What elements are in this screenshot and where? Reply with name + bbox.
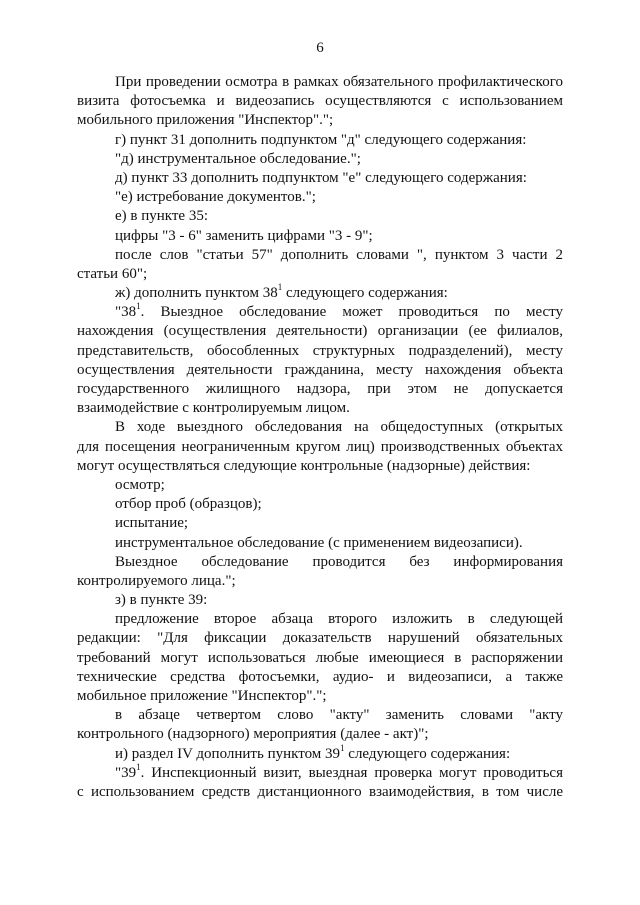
text-line: [77, 476, 563, 495]
superscript: 1: [340, 742, 345, 753]
line-text: требований могут использоваться любые имеющиеся в распоряжении: [77, 649, 563, 666]
text-line: [77, 418, 563, 437]
line-text: в абзаце четвертом слово "акту" заменить словами "акту: [115, 707, 563, 724]
line-text: д) пункт 33 дополнить подпунктом "е" следующего содержания:: [115, 169, 527, 186]
text-line: [77, 572, 563, 591]
text-line: [77, 361, 563, 380]
line-text: испытание;: [115, 515, 189, 532]
line-text: цифры "3 - 6" заменить цифрами "3 - 9";: [115, 227, 373, 244]
text-line: [77, 169, 563, 188]
line-text-after: . Инспекционный визит, выездная проверка могут проводиться: [140, 764, 563, 781]
line-text: нахождения (осуществления деятельности) организации (ее филиалов,: [77, 323, 563, 340]
text-line: [77, 514, 563, 533]
line-text: с использованием средств дистанционного взаимодействия, в том числе: [77, 783, 563, 800]
text-line: [77, 284, 563, 303]
superscript: 1: [136, 301, 141, 312]
line-text: ж) дополнить пунктом 38: [115, 285, 278, 302]
text-line: [77, 649, 563, 668]
text-line: [77, 92, 563, 111]
line-text: Выездное обследование проводится без информирования: [115, 553, 563, 570]
document-body: [77, 73, 563, 802]
line-text: визита фотосъемка и видеозапись осуществляются с использованием: [77, 93, 563, 110]
line-text: технические средства фотосъемки, аудио- и видеозаписи, а также: [77, 668, 563, 685]
line-text: государственного жилищного надзора, при этом не допускается: [77, 381, 563, 397]
text-line: [77, 742, 563, 764]
line-text-after: следующего содержания:: [344, 745, 511, 762]
line-text: предложение второе абзаца второго изложить в следующей: [115, 611, 563, 628]
text-line: [77, 380, 563, 399]
line-text-after: . Выездное обследование может проводиться по месту: [140, 304, 563, 321]
text-line: [77, 457, 563, 476]
text-line: [77, 629, 563, 648]
text-line: [77, 73, 563, 92]
text-line: [77, 303, 563, 322]
line-text: взаимодействие с контролируемым лицом.: [77, 400, 350, 417]
text-line: [77, 725, 563, 744]
line-text: контролируемого лица.";: [77, 572, 236, 589]
text-line: [77, 227, 563, 246]
text-line: [77, 706, 563, 725]
line-text: отбор проб (образцов);: [115, 496, 262, 513]
line-text: з) в пункте 39:: [115, 592, 208, 609]
text-line: [77, 687, 563, 706]
superscript: 1: [277, 282, 283, 293]
text-line: [77, 610, 563, 629]
line-text: е) в пункте 35:: [115, 208, 209, 225]
text-line: [77, 495, 563, 514]
text-line: [77, 591, 563, 610]
line-text: статьи 60";: [77, 265, 148, 282]
text-line: [77, 783, 563, 802]
line-text: мобильного приложения "Инспектор".";: [77, 112, 334, 129]
line-text: редакции: "Для фиксации доказательств нарушений обязательных: [77, 630, 563, 647]
line-text: При проведении осмотра в рамках обязательного профилактического: [115, 74, 563, 90]
text-line: [77, 188, 563, 207]
line-text: представительств, обособленных структурных подразделений), месту: [77, 342, 563, 359]
line-text: "д) инструментальное обследование.";: [115, 150, 361, 167]
line-text: инструментальное обследование (с применением видеозаписи).: [115, 534, 523, 551]
line-text: г) пункт 31 дополнить подпунктом "д" следующего содержания:: [115, 131, 527, 148]
line-text: "39: [115, 764, 137, 781]
line-text: "38: [115, 304, 137, 321]
line-text: "е) истребование документов.";: [115, 189, 316, 206]
text-line: [77, 534, 563, 553]
text-line: [77, 553, 563, 572]
page-number: 6: [316, 40, 324, 56]
line-text: контрольного (надзорного) мероприятия (далее - акт)";: [77, 726, 429, 743]
line-text: осмотр;: [115, 476, 165, 493]
text-line: [77, 761, 563, 783]
text-line: [77, 342, 563, 361]
line-text: осуществления деятельности гражданина, месту нахождения объекта: [77, 361, 563, 378]
text-line: [77, 399, 563, 418]
text-line: [77, 438, 563, 457]
text-line: [77, 668, 563, 687]
text-line: [77, 246, 563, 265]
text-line: [77, 207, 563, 226]
text-line: [77, 131, 563, 150]
superscript: 1: [136, 761, 141, 772]
line-text-after: следующего содержания:: [282, 285, 448, 302]
line-text: и) раздел IV дополнить пунктом 39: [115, 745, 341, 762]
text-line: [77, 265, 563, 284]
text-line: [77, 322, 563, 341]
line-text: после слов "статьи 57" дополнить словами ", пунктом 3 части 2: [115, 246, 563, 263]
line-text: могут осуществляться следующие контрольные (надзорные) действия:: [77, 457, 531, 474]
line-text: В ходе выездного обследования на общедоступных (открытых: [115, 419, 563, 436]
text-line: [77, 111, 563, 130]
line-text: мобильное приложение "Инспектор".";: [77, 688, 327, 704]
text-line: [77, 150, 563, 169]
line-text: для посещения неограниченным кругом лиц) производственных объектах: [77, 438, 563, 455]
